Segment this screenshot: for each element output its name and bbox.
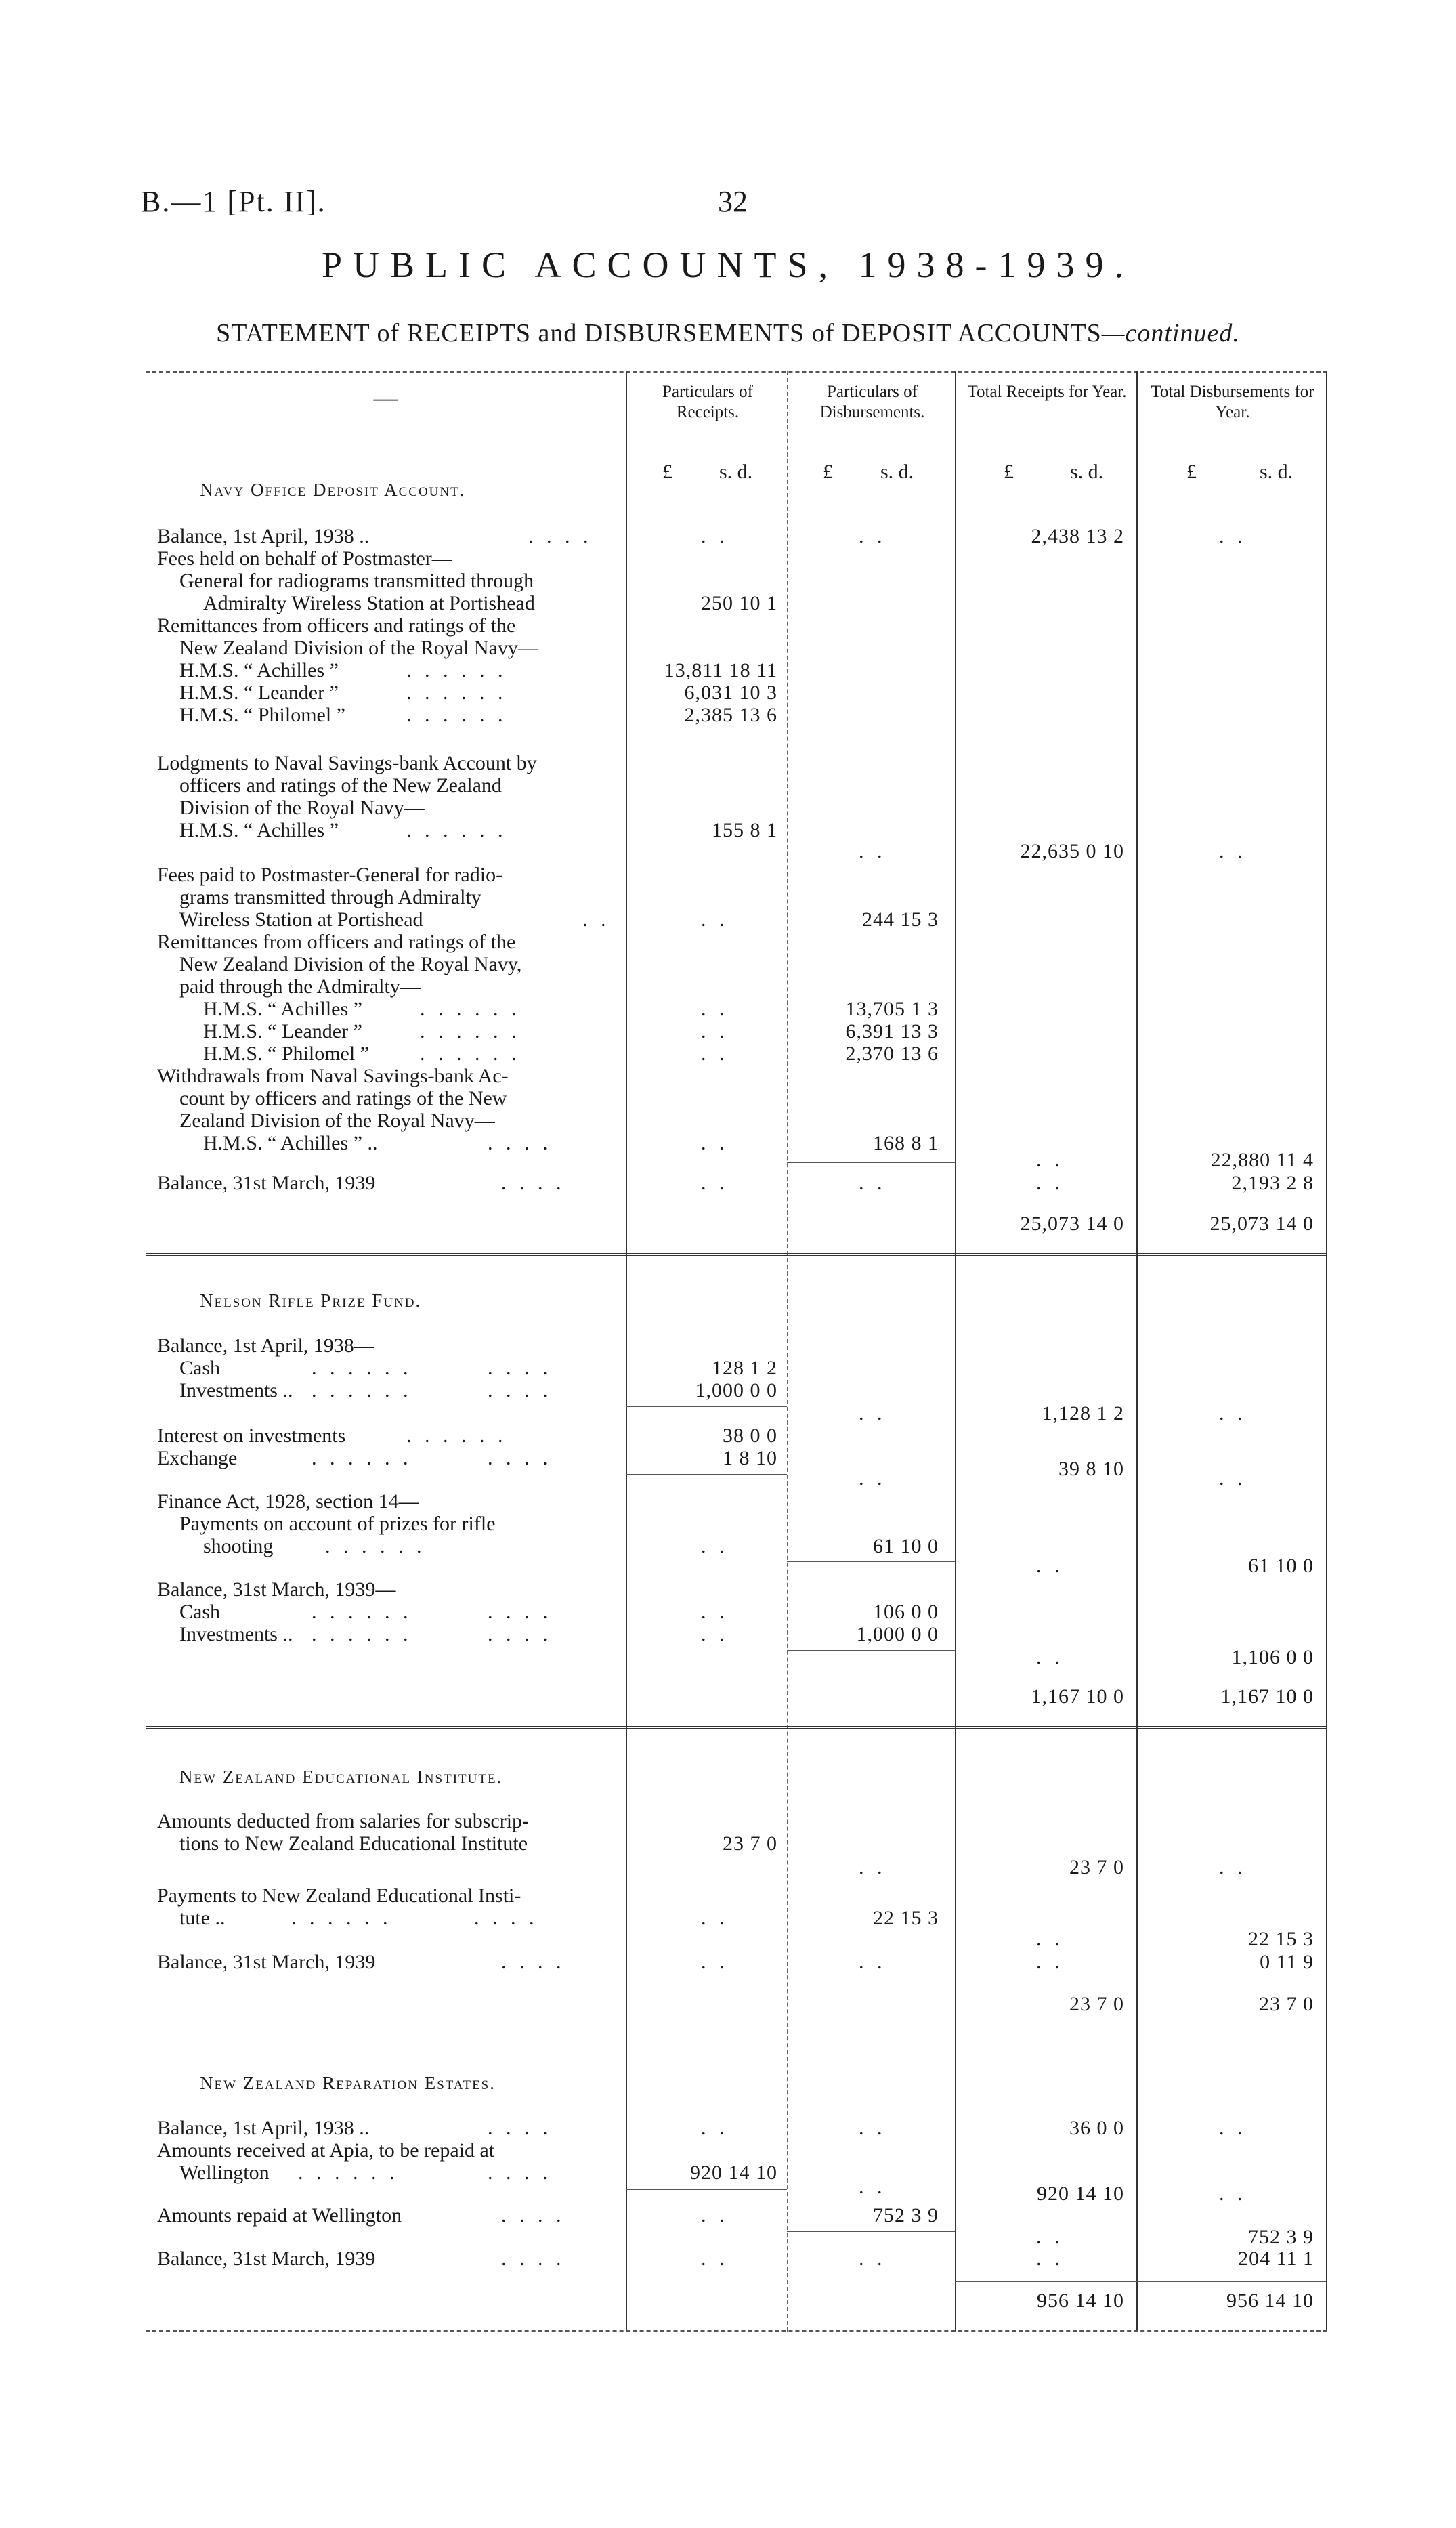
unit-pounds: £ (1186, 461, 1197, 483)
leader-dots: . . . . . . (406, 681, 507, 704)
leader-dots: . . . . . . (312, 1379, 412, 1402)
line-label: Fees paid to Postmaster-General for radio- (157, 864, 503, 886)
line-label: Remittances from officers and ratings of the (157, 614, 516, 637)
amount-receipts: 250 10 1 (701, 592, 777, 614)
unit-pounds: £ (1004, 461, 1014, 483)
leader-dots: . . . . (488, 2117, 552, 2139)
nil-dots: . . (1219, 840, 1247, 862)
unit-shillings-pence: s. d. (1070, 461, 1104, 483)
document-reference: B.—1 [Pt. II]. (141, 185, 326, 218)
line-label: Balance, 31st March, 1939 (157, 2248, 376, 2270)
line-label: Wireless Station at Portishead (179, 908, 423, 931)
line-label: Balance, 1st April, 1938— (157, 1334, 374, 1357)
amount-disbursements: 244 15 3 (862, 908, 939, 931)
line-label: H.M.S. “ Leander ” (203, 1020, 362, 1042)
section-heading-navy: Navy Office Deposit Account. (200, 480, 466, 500)
line-label: New Zealand Division of the Royal Navy— (179, 637, 538, 659)
nil-dots: . . (701, 1907, 729, 1929)
line-label: Balance, 31st March, 1939 (157, 1951, 376, 1973)
nil-dots: . . (701, 1132, 729, 1154)
leader-dots: . . . . . . (312, 1623, 412, 1645)
amount-total-disbursements: 61 10 0 (1248, 1555, 1314, 1577)
nil-dots: . . (701, 1623, 729, 1645)
amount-receipts: 155 8 1 (712, 819, 777, 841)
leader-dots: . . . . . . (406, 659, 507, 681)
page-title: PUBLIC ACCOUNTS, 1938-1939. (321, 245, 1135, 285)
subtotal-rule (787, 1162, 955, 1163)
nil-dots: . . (1219, 2117, 1247, 2139)
amount-receipts: 2,385 13 6 (684, 704, 777, 726)
amount-total-disbursements: 0 11 9 (1260, 1951, 1314, 1973)
line-label: officers and ratings of the New Zealand (179, 774, 502, 797)
leader-dots: . . . . (488, 1623, 552, 1645)
amount-total-disbursements: 22,880 11 4 (1210, 1149, 1314, 1171)
amount-disbursements: 106 0 0 (873, 1601, 939, 1623)
leader-dots: . . . . (488, 1132, 552, 1154)
amount-disbursements: 752 3 9 (873, 2204, 939, 2227)
line-label: H.M.S. “ Philomel ” (203, 1042, 369, 1065)
nil-dots: . . (701, 1020, 729, 1042)
grand-total-receipts: 1,167 10 0 (1031, 1685, 1124, 1708)
line-label: H.M.S. “ Achilles ” (179, 659, 339, 681)
leader-dots: . . . . (488, 1379, 552, 1402)
nil-dots: . . (859, 525, 886, 547)
unit-shillings-pence: s. d. (1260, 461, 1293, 483)
line-label: General for radiograms transmitted through (179, 570, 534, 592)
line-label: paid through the Admiralty— (179, 975, 421, 998)
amount-receipts: 128 1 2 (712, 1357, 777, 1379)
leader-dots: . . . . (501, 2248, 565, 2270)
nil-dots: . . (1219, 1856, 1247, 1878)
amount-total-disbursements: 1,106 0 0 (1231, 1646, 1314, 1668)
nil-dots: . . (1219, 2183, 1247, 2205)
amount-receipts: 13,811 18 11 (664, 659, 777, 681)
amount-disbursements: 13,705 1 3 (845, 998, 939, 1020)
leader-dots: . . . . (488, 1447, 552, 1469)
nil-dots: . . (1036, 1149, 1064, 1171)
statement-subtitle (0, 318, 1456, 348)
subtotal-rule (787, 1561, 955, 1562)
leader-dots: . . . . (488, 2162, 552, 2184)
nil-dots: . . (701, 525, 729, 547)
line-label: Fees held on behalf of Postmaster— (157, 547, 452, 570)
amount-disbursements: 22 15 3 (873, 1907, 939, 1929)
leader-dots: . . . . . . (325, 1535, 426, 1557)
line-label: H.M.S. “ Leander ” (179, 681, 339, 704)
nil-dots: . . (701, 1951, 729, 1973)
subtitle-continued: —continued. (1101, 319, 1240, 347)
column-header-total-disbursements: Total Disbursements for Year. (1151, 383, 1314, 421)
nil-dots: . . (701, 1042, 729, 1065)
subtotal-rule (787, 2231, 955, 2232)
column-header-description: — (373, 384, 398, 411)
line-label: Cash (179, 1357, 220, 1379)
nil-dots: . . (1036, 1928, 1064, 1950)
subtotal-rule (626, 2189, 787, 2190)
line-label: Balance, 1st April, 1938 .. (157, 525, 370, 547)
leader-dots: . . . . (488, 1357, 552, 1379)
nil-dots: . . (1219, 525, 1247, 547)
line-label: Investments .. (179, 1623, 293, 1645)
column-header-total-receipts: Total Receipts for Year. (967, 383, 1127, 401)
nil-dots: . . (1036, 1172, 1064, 1194)
line-label: H.M.S. “ Achilles ” (179, 819, 339, 841)
line-label: Exchange (157, 1447, 238, 1469)
line-label: Zealand Division of the Royal Navy— (179, 1110, 495, 1132)
amount-disbursements: 1,000 0 0 (856, 1623, 939, 1645)
nil-dots: . . (859, 1402, 886, 1425)
amount-disbursements: 6,391 13 3 (845, 1020, 939, 1042)
leader-dots: . . . . . . (406, 1425, 507, 1447)
amount-receipts: 38 0 0 (723, 1425, 777, 1447)
amount-receipts: 23 7 0 (723, 1832, 777, 1855)
line-label: Withdrawals from Naval Savings-bank Ac- (157, 1065, 509, 1087)
section-divider (146, 1726, 1327, 1731)
grand-total-disbursements: 1,167 10 0 (1220, 1685, 1314, 1708)
line-label: Admiralty Wireless Station at Portishead (203, 592, 535, 614)
nil-dots: . . (701, 2204, 729, 2227)
nil-dots: . . (701, 2117, 729, 2139)
line-label: Amounts repaid at Wellington (157, 2204, 402, 2227)
leader-dots: . . . . (501, 2204, 565, 2227)
leader-dots: . . . . . . (420, 1042, 521, 1065)
unit-shillings-pence: s. d. (880, 461, 914, 483)
nil-dots: . . (859, 2248, 886, 2270)
line-label: Payments to New Zealand Educational Insti- (157, 1884, 521, 1907)
line-label: tute .. (179, 1907, 226, 1929)
line-label: grams transmitted through Admiralty (179, 886, 481, 908)
leader-dots: . . . . . . (406, 704, 507, 726)
header-rule (146, 434, 1327, 439)
amount-total-disbursements: 752 3 9 (1248, 2226, 1314, 2248)
leader-dots: . . . . (488, 1601, 552, 1623)
subtotal-rule (787, 1650, 955, 1651)
leader-dots: . . . . . . (312, 1601, 412, 1623)
grand-total-receipts: 23 7 0 (1069, 1993, 1124, 2015)
nil-dots: . . (701, 1601, 729, 1623)
nil-dots: . . (1036, 1555, 1064, 1577)
unit-shillings-pence: s. d. (719, 461, 753, 483)
line-label: H.M.S. “ Achilles ” (203, 998, 362, 1020)
unit-pounds: £ (662, 461, 672, 483)
leader-dots: . . . . (474, 1907, 538, 1929)
grand-total-disbursements: 25,073 14 0 (1209, 1213, 1314, 1235)
subtitle-main: STATEMENT of RECEIPTS and DISBURSEMENTS of DEPOSIT ACCOUNTS (216, 319, 1102, 347)
line-label: Balance, 31st March, 1939 (157, 1172, 376, 1194)
grand-total-disbursements: 23 7 0 (1259, 1993, 1314, 2015)
leader-dots: . . . . (528, 525, 593, 547)
column-header-disbursements: Particulars of Disbursements. (819, 383, 925, 421)
page-number: 32 (718, 185, 748, 218)
amount-total-disbursements: 204 11 1 (1238, 2248, 1314, 2270)
amount-receipts: 6,031 10 3 (684, 681, 777, 704)
table-bottom-rule (146, 2330, 1327, 2332)
nil-dots: . . (859, 1951, 886, 1973)
line-label: Remittances from officers and ratings of the (157, 931, 516, 953)
unit-pounds: £ (823, 461, 833, 483)
grand-total-disbursements: 956 14 10 (1226, 2290, 1314, 2312)
leader-dots: . . . . . . (406, 819, 507, 841)
amount-receipts: 920 14 10 (690, 2162, 777, 2184)
nil-dots: . . (859, 2117, 886, 2139)
table-top-rule (146, 371, 1327, 373)
grand-total-rule (955, 2281, 1326, 2282)
amount-receipts: 1 8 10 (723, 1447, 777, 1469)
leader-dots: . . (582, 908, 610, 931)
leader-dots: . . . . . . (420, 998, 521, 1020)
grand-total-receipts: 25,073 14 0 (1020, 1213, 1124, 1235)
amount-total-disbursements: 2,193 2 8 (1231, 1172, 1314, 1194)
nil-dots: . . (1219, 1402, 1247, 1425)
amount-disbursements: 61 10 0 (873, 1535, 939, 1557)
nil-dots: . . (1036, 2226, 1064, 2248)
line-label: Balance, 31st March, 1939— (157, 1578, 396, 1601)
section-divider (146, 2034, 1327, 2039)
leader-dots: . . . . . . (312, 1357, 412, 1379)
leader-dots: . . . . . . (312, 1447, 412, 1469)
line-label: New Zealand Division of the Royal Navy, (179, 953, 522, 975)
nil-dots: . . (859, 1172, 886, 1194)
line-label: Interest on investments (157, 1425, 346, 1447)
line-label: shooting (203, 1535, 274, 1557)
amount-total-receipts: 2,438 13 2 (1031, 525, 1124, 547)
nil-dots: . . (859, 1467, 886, 1490)
amount-total-disbursements: 22 15 3 (1248, 1928, 1314, 1950)
line-label: Investments .. (179, 1379, 293, 1402)
nil-dots: . . (1036, 2248, 1064, 2270)
line-label: H.M.S. “ Philomel ” (179, 704, 345, 726)
amount-total-receipts: 22,635 0 10 (1020, 840, 1124, 862)
amount-total-receipts: 1,128 1 2 (1042, 1402, 1124, 1425)
nil-dots: . . (701, 1535, 729, 1557)
amount-total-receipts: 920 14 10 (1037, 2183, 1124, 2205)
nil-dots: . . (701, 908, 729, 931)
amount-disbursements: 168 8 1 (873, 1132, 939, 1154)
line-label: Amounts deducted from salaries for subscrip- (157, 1810, 530, 1832)
line-label: Division of the Royal Navy— (179, 797, 425, 819)
nil-dots: . . (1219, 1467, 1247, 1490)
line-label: Payments on account of prizes for rifle (179, 1513, 496, 1535)
leader-dots: . . . . . . (420, 1020, 521, 1042)
nil-dots: . . (859, 1856, 886, 1878)
nil-dots: . . (1036, 1951, 1064, 1973)
nil-dots: . . (701, 998, 729, 1020)
leader-dots: . . . . . . (298, 2162, 399, 2184)
nil-dots: . . (859, 840, 886, 862)
section-divider (146, 1253, 1327, 1259)
subtotal-rule (626, 1474, 787, 1475)
line-label: count by officers and ratings of the New (179, 1087, 507, 1110)
leader-dots: . . . . (501, 1951, 565, 1973)
amount-disbursements: 2,370 13 6 (845, 1042, 939, 1065)
column-header-receipts: Particulars of Receipts. (662, 383, 753, 421)
nil-dots: . . (1036, 1646, 1064, 1668)
line-label: Amounts received at Apia, to be repaid at (157, 2139, 495, 2162)
line-label: Lodgments to Naval Savings-bank Account by (157, 752, 537, 774)
leader-dots: . . . . . . (291, 1907, 392, 1929)
line-label: Balance, 1st April, 1938 .. (157, 2117, 370, 2139)
amount-total-receipts: 36 0 0 (1069, 2117, 1124, 2139)
nil-dots: . . (859, 2176, 886, 2198)
nil-dots: . . (701, 1172, 729, 1194)
line-label: H.M.S. “ Achilles ” .. (203, 1132, 378, 1154)
line-label: Finance Act, 1928, section 14— (157, 1490, 419, 1513)
subtotal-rule (626, 1406, 787, 1407)
grand-total-receipts: 956 14 10 (1037, 2290, 1124, 2312)
section-heading-nzei: New Zealand Educational Institute. (179, 1767, 503, 1787)
amount-total-receipts: 23 7 0 (1069, 1856, 1124, 1878)
line-label: tions to New Zealand Educational Institute (179, 1832, 528, 1855)
amount-total-receipts: 39 8 10 (1058, 1458, 1124, 1480)
line-label: Cash (179, 1601, 220, 1623)
line-label: Wellington (179, 2162, 270, 2184)
section-heading-nelson: Nelson Rifle Prize Fund. (200, 1290, 422, 1311)
nil-dots: . . (701, 2248, 729, 2270)
section-heading-nzre: New Zealand Reparation Estates. (200, 2073, 496, 2093)
amount-receipts: 1,000 0 0 (695, 1379, 777, 1402)
leader-dots: . . . . (501, 1172, 565, 1194)
